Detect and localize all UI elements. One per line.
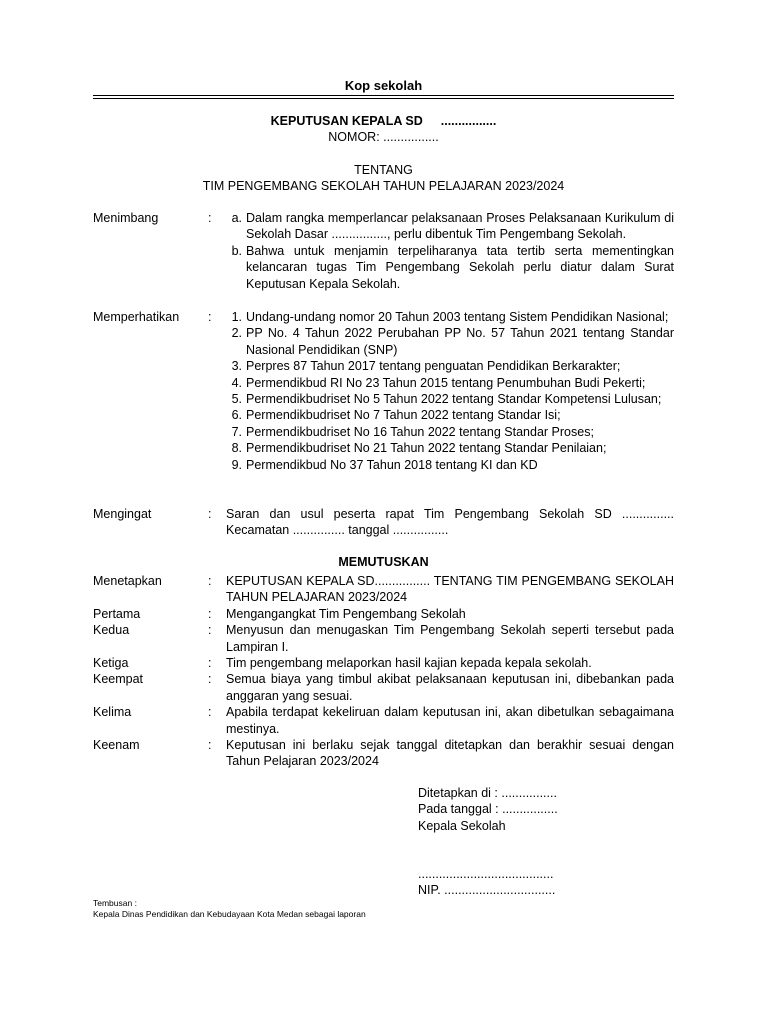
decision-row-menetapkan: Menetapkan : KEPUTUSAN KEPALA SD................ TENTANG TIM PENGEMBANG SEKOLAH TAHUN PELAJARAN 2023/2024 [93, 574, 674, 605]
list-item: 3. Perpres 87 Tahun 2017 tentang penguatan Pendidikan Berkarakter; [231, 359, 621, 374]
decision-row-kelima: Kelima : Apabila terdapat kekeliruan dalam keputusan ini, akan dibetulkan sebagaimana mestinya. [93, 705, 674, 736]
mengingat-label: Mengingat [93, 507, 152, 521]
decree-title-dots: ................ [440, 114, 497, 128]
decision-row-pertama: Pertama : Mengangangkat Tim Pengembang Sekolah [93, 606, 466, 621]
decree-title [93, 113, 674, 129]
memperhatikan-label: Memperhatikan [93, 310, 180, 324]
mengingat-section [93, 506, 674, 539]
tentang-label: TENTANG [354, 163, 413, 177]
signer-name-block [418, 866, 555, 899]
list-item: 4. Permendikbud RI No 23 Tahun 2015 tentang Penumbuhan Budi Pekerti; [231, 375, 646, 390]
letterhead-rule-top [93, 95, 674, 96]
list-item: 8. Permendikbudriset No 21 Tahun 2022 tentang Standar Penilaian; [231, 441, 607, 456]
mengingat-colon: : [208, 507, 212, 521]
ditetapkan-di: Ditetapkan di : ................ [418, 786, 557, 800]
pada-tanggal: Pada tanggal : ................ [418, 802, 558, 817]
list-item: 1. Undang-undang nomor 20 Tahun 2003 tentang Sistem Pendidikan Nasional; [231, 310, 669, 324]
list-item: 7. Permendikbudriset No 16 Tahun 2022 tentang Standar Proses; [231, 424, 594, 439]
signer-nip: NIP. ................................ [418, 883, 556, 898]
decision-row-keenam: Keenam : Keputusan ini berlaku sejak tanggal ditetapkan dan berakhir sesuai dengan Tahun Pelajaran 2023/2024 [93, 738, 674, 769]
list-item: a. Dalam rangka memperlancar pelaksanaan Proses Pelaksanaan Kurikulum di Sekolah Dasar ................, perlu dibentuk Tim Pengembang Sekolah. [231, 211, 674, 242]
signer-name-line: ....................................... [418, 867, 554, 881]
menimbang-list [226, 210, 674, 292]
memperhatikan-colon: : [208, 310, 212, 324]
list-item: 6. Permendikbudriset No 7 Tahun 2022 tentang Standar Isi; [231, 408, 561, 423]
list-item: 2. PP No. 4 Tahun 2022 Perubahan PP No. 57 Tahun 2021 tentang Standar Nasional Pendidikan (SNP) [231, 326, 674, 357]
signer-title: Kepala Sekolah [418, 818, 506, 833]
letterhead-label: Kop sekolah [344, 78, 423, 93]
list-item: 5. Permendikbudriset No 5 Tahun 2022 tentang Standar Kompetensi Lulusan; [231, 392, 662, 407]
memperhatikan-list [226, 309, 674, 473]
decree-subject: TIM PENGEMBANG SEKOLAH TAHUN PELAJARAN 2023/2024 [202, 179, 565, 193]
letterhead-rule-bottom [93, 98, 674, 99]
menimbang-label: Menimbang [93, 211, 159, 225]
memutuskan-section [93, 573, 674, 770]
decree-title-text: KEPUTUSAN KEPALA SD [270, 114, 423, 128]
signature-block [418, 785, 558, 834]
decision-row-ketiga: Ketiga : Tim pengembang melaporkan hasil kajian kepada kepala sekolah. [93, 656, 592, 671]
decision-row-kedua: Kedua : Menyusun dan menugaskan Tim Pengembang Sekolah seperti tersebut pada Lampiran I. [93, 623, 674, 654]
memperhatikan-section [93, 309, 674, 473]
list-item: b. Bahwa untuk menjamin terpeliharanya tata tertib serta mementingkan kelancaran tugas Tim Pengembang Sekolah perlu diatur dalam Surat Keputusan Kepala Sekolah. [231, 243, 674, 291]
decision-row-keempat: Keempat : Semua biaya yang timbul akibat pelaksanaan keputusan ini, dibebankan pada anggaran yang sesuai. [93, 672, 674, 703]
tembusan-recipient: Kepala Dinas Pendidikan dan Kebudayaan Kota Medan sebagai laporan [93, 909, 366, 919]
tembusan-label: Tembusan : [93, 898, 137, 908]
decree-title-block [93, 113, 674, 145]
menimbang-section [93, 210, 674, 292]
list-item: 9. Permendikbud No 37 Tahun 2018 tentang KI dan KD [231, 457, 538, 472]
tembusan-block [93, 898, 366, 920]
memutuskan-heading: MEMUTUSKAN [338, 555, 429, 569]
decree-number: NOMOR: ................ [328, 130, 439, 144]
decree-subject-block [93, 162, 674, 194]
mengingat-text: Saran dan usul peserta rapat Tim Pengembang Sekolah SD ............... Kecamatan ............... tanggal ................ [226, 507, 674, 538]
menimbang-colon: : [208, 211, 212, 225]
